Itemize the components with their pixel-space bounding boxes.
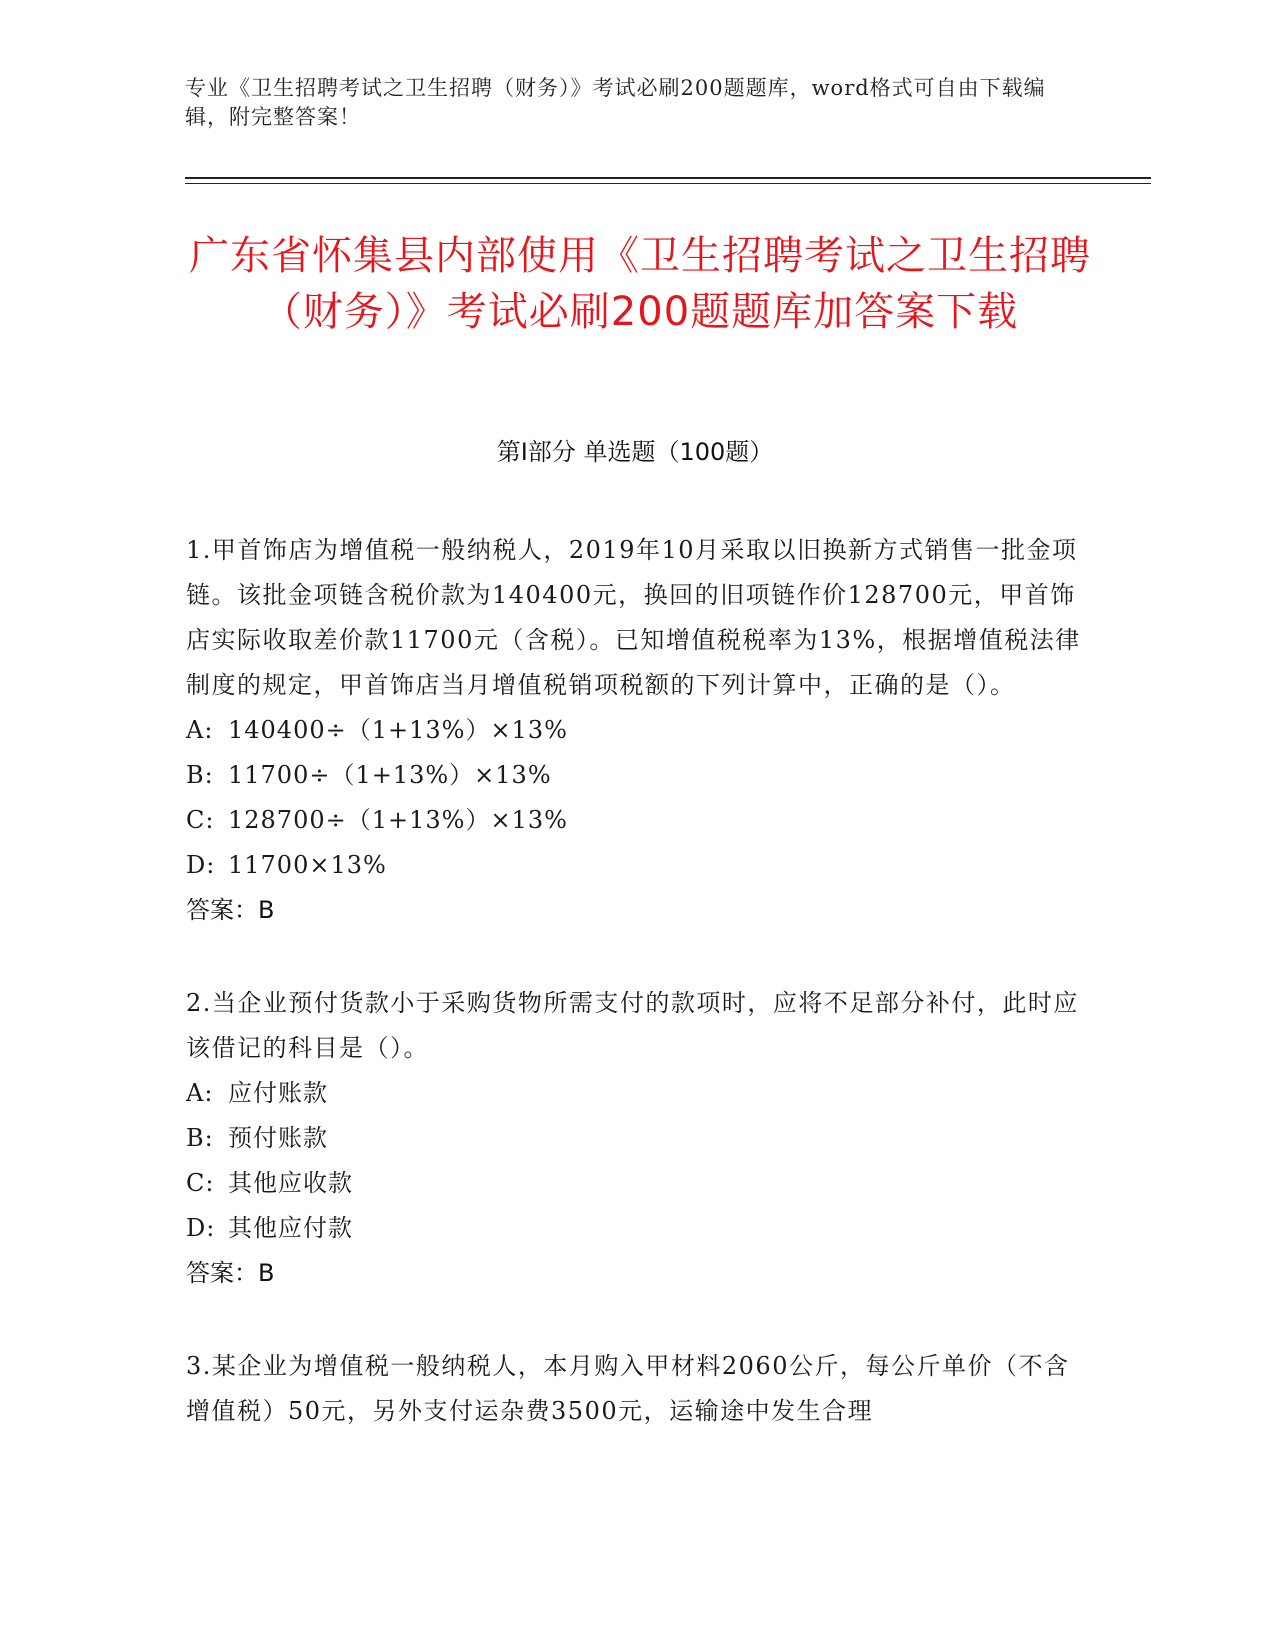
header-note: 专业《卫生招聘考试之卫生招聘（财务）》考试必刷200题题库，word格式可自由下载编辑，附完整答案！ <box>185 76 1046 129</box>
option-text: 11700÷（1+13%）×13% <box>228 761 552 789</box>
option-letter: A: <box>186 1079 214 1107</box>
question-stem: 3.某企业为增值税一般纳税人，本月购入甲材料2060公斤，每公斤单价（不含增值税）50元，另外支付运杂费3500元，运输途中发生合理 <box>186 1352 1070 1425</box>
option-text: 其他应收款 <box>228 1169 353 1197</box>
option-a <box>186 708 1086 753</box>
question-3 <box>186 1344 1086 1434</box>
header-rule-thin <box>185 183 1151 184</box>
answer-prefix: 答案： <box>186 1259 258 1287</box>
option-b <box>186 1116 1086 1161</box>
option-letter: B: <box>186 1124 214 1152</box>
answer-line <box>186 888 1086 933</box>
header-rule-thick <box>185 177 1151 179</box>
option-text: 应付账款 <box>228 1079 328 1107</box>
answer-value: B <box>258 896 275 924</box>
option-letter: D: <box>186 1214 216 1242</box>
question-2 <box>186 981 1086 1296</box>
option-letter: A: <box>186 716 214 744</box>
answer-value: B <box>258 1259 275 1287</box>
option-text: 11700×13% <box>228 851 387 879</box>
section-title: 第Ⅰ部分 单选题（100题） <box>496 438 774 466</box>
option-b <box>186 753 1086 798</box>
option-c <box>186 1161 1086 1206</box>
option-d <box>186 1206 1086 1251</box>
question-list <box>186 528 1086 1482</box>
option-letter: C: <box>186 1169 215 1197</box>
question-stem: 1.甲首饰店为增值税一般纳税人，2019年10月采取以旧换新方式销售一批金项链。该批金项链含税价款为140400元，换回的旧项链作价128700元，甲首饰店实际收取差价款11700元（含税）。已知增值税税率为13%，根据增值税法律制度的规定，甲首饰店当月增值税销项税额的下列计算中，正确的是（）。 <box>186 536 1081 699</box>
option-text: 128700÷（1+13%）×13% <box>228 806 568 834</box>
option-d <box>186 843 1086 888</box>
answer-line <box>186 1251 1086 1296</box>
option-text: 140400÷（1+13%）×13% <box>228 716 568 744</box>
document-title: 广东省怀集县内部使用《卫生招聘考试之卫生招聘（财务）》考试必刷200题题库加答案下载 <box>189 233 1091 335</box>
option-c <box>186 798 1086 843</box>
question-stem: 2.当企业预付货款小于采购货物所需支付的款项时，应将不足部分补付，此时应该借记的科目是（）。 <box>186 989 1079 1062</box>
option-text: 其他应付款 <box>228 1214 353 1242</box>
option-letter: C: <box>186 806 215 834</box>
question-1 <box>186 528 1086 933</box>
option-text: 预付账款 <box>228 1124 328 1152</box>
option-letter: D: <box>186 851 216 879</box>
option-letter: B: <box>186 761 214 789</box>
answer-prefix: 答案： <box>186 896 258 924</box>
option-a <box>186 1071 1086 1116</box>
